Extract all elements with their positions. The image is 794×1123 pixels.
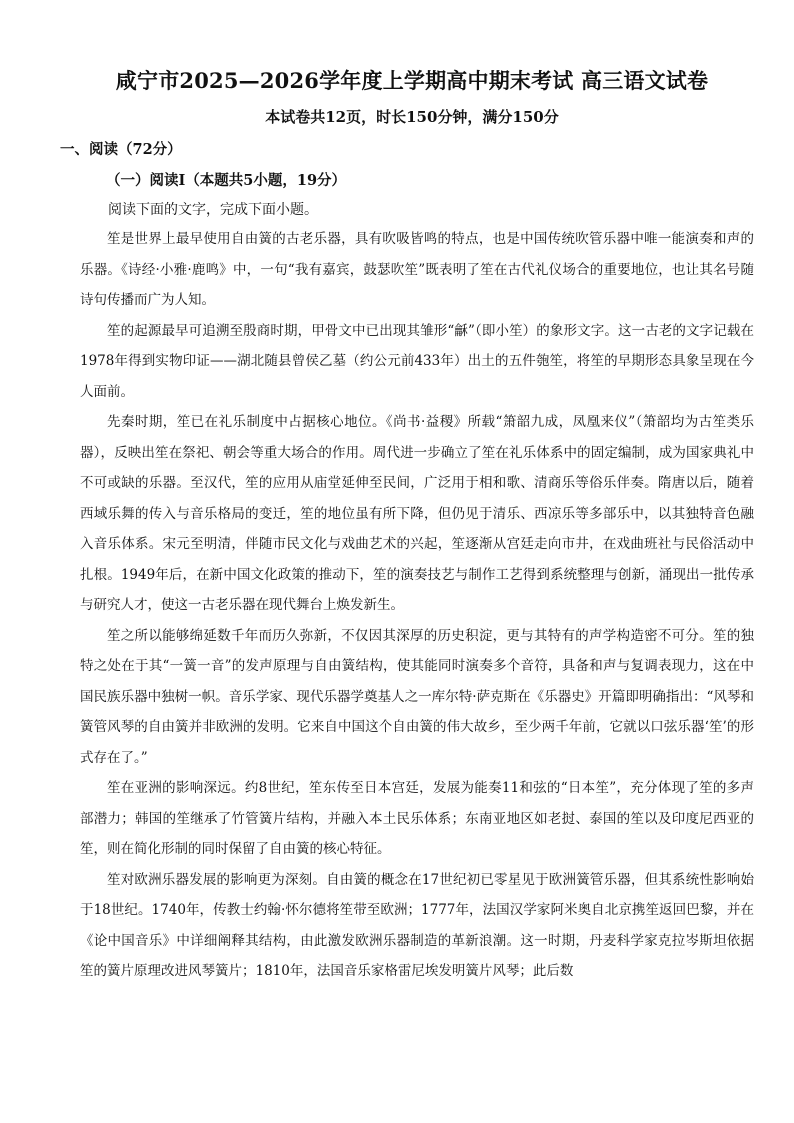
passage-paragraph-2: 笙的起源最早可追溯至殷商时期，甲骨文中已出现其雏形“龢”（即小笙）的象形文字。这一古老的文字记载在1978年得到实物印证——湖北随县曾侯乙墓（约公元前433年）出土的五件匏笙，将笙的早期形态具象呈现在今人面前。 [80,322,754,400]
section-heading: 一、阅读（72分） [60,141,182,158]
exam-subtitle: 本试卷共12页，时长150分钟，满分150分 [265,108,559,126]
passage-paragraph-1: 笙是世界上最早使用自由簧的古老乐器，具有吹吸皆鸣的特点，也是中国传统吹管乐器中唯一能演奏和声的乐器。《诗经·小雅·鹿鸣》中，一句“我有嘉宾，鼓瑟吹笙”既表明了笙在古代礼仪场合的重要地位，也让其名号随诗句传播而广为人知。 [80,231,754,308]
passage-paragraph-4: 笙之所以能够绵延数千年而历久弥新，不仅因其深厚的历史积淀，更与其特有的声学构造密不可分。笙的独特之处在于其“一簧一音”的发声原理与自由簧结构，使其能同时演奏多个音符，具备和声与复调表现力，这在中国民族乐器中独树一帜。音乐学家、现代乐器学奠基人之一库尔特·萨克斯在《乐器史》开篇即明确指出：“风琴和簧管风琴的自由簧并非欧洲的发明。它来自中国这个自由簧的伟大故乡，至少两千年前，它就以口弦乐器‘笙’的形式存在了。” [80,627,754,766]
reading-instruction: 阅读下面的文字，完成下面小题。 [108,202,318,218]
passage-paragraph-5: 笙在亚洲的影响深远。约8世纪，笙东传至日本宫廷，发展为能奏11和弦的“日本笙”，充分体现了笙的多声部潜力；韩国的笙继承了竹管簧片结构，并融入本土民乐体系；东南亚地区如老挝、泰国的笙以及印度尼西亚的笙，则在简化形制的同时保留了自由簧的核心特征。 [80,780,754,857]
passage-paragraph-6: 笙对欧洲乐器发展的影响更为深刻。自由簧的概念在17世纪初已零星见于欧洲簧管乐器，但其系统性影响始于18世纪。1740年，传教士约翰·怀尔德将笙带至欧洲；1777年，法国汉学家阿米奥自北京携笙返回巴黎，并在《论中国音乐》中详细阐释其结构，由此激发欧洲乐器制造的革新浪潮。这一时期，丹麦科学家克拉岑斯坦依据笙的簧片原理改进风琴簧片；1810年，法国音乐家格雷尼埃发明簧片风琴；此后数 [80,871,754,979]
passage-paragraph-3: 先秦时期，笙已在礼乐制度中占据核心地位。《尚书·益稷》所载“箫韶九成，凤凰来仪”（箫韶均为古笙类乐器），反映出笙在祭祀、朝会等重大场合的作用。周代进一步确立了笙在礼乐体系中的固定编制，成为国家典礼中不可或缺的乐器。至汉代，笙的应用从庙堂延伸至民间，广泛用于相和歌、清商乐等俗乐伴奏。隋唐以后，随着西域乐舞的传入与音乐格局的变迁，笙的地位虽有所下降，但仍见于清乐、西凉乐等多部乐中，以其独特音色融入音乐体系。宋元至明清，伴随市民文化与戏曲艺术的兴起，笙逐渐从宫廷走向市井，在戏曲班社与民俗活动中扎根。1949年后，在新中国文化政策的推动下，笙的演奏技艺与制作工艺得到系统整理与创新，涌现出一批传承与研究人才，使这一古老乐器在现代舞台上焕发新生。 [80,414,754,613]
exam-title: 咸宁市2025—2026学年度上学期高中期末考试 高三语文试卷 [115,68,709,93]
subsection-heading: （一）阅读Ⅰ（本题共5小题，19分） [106,172,347,189]
